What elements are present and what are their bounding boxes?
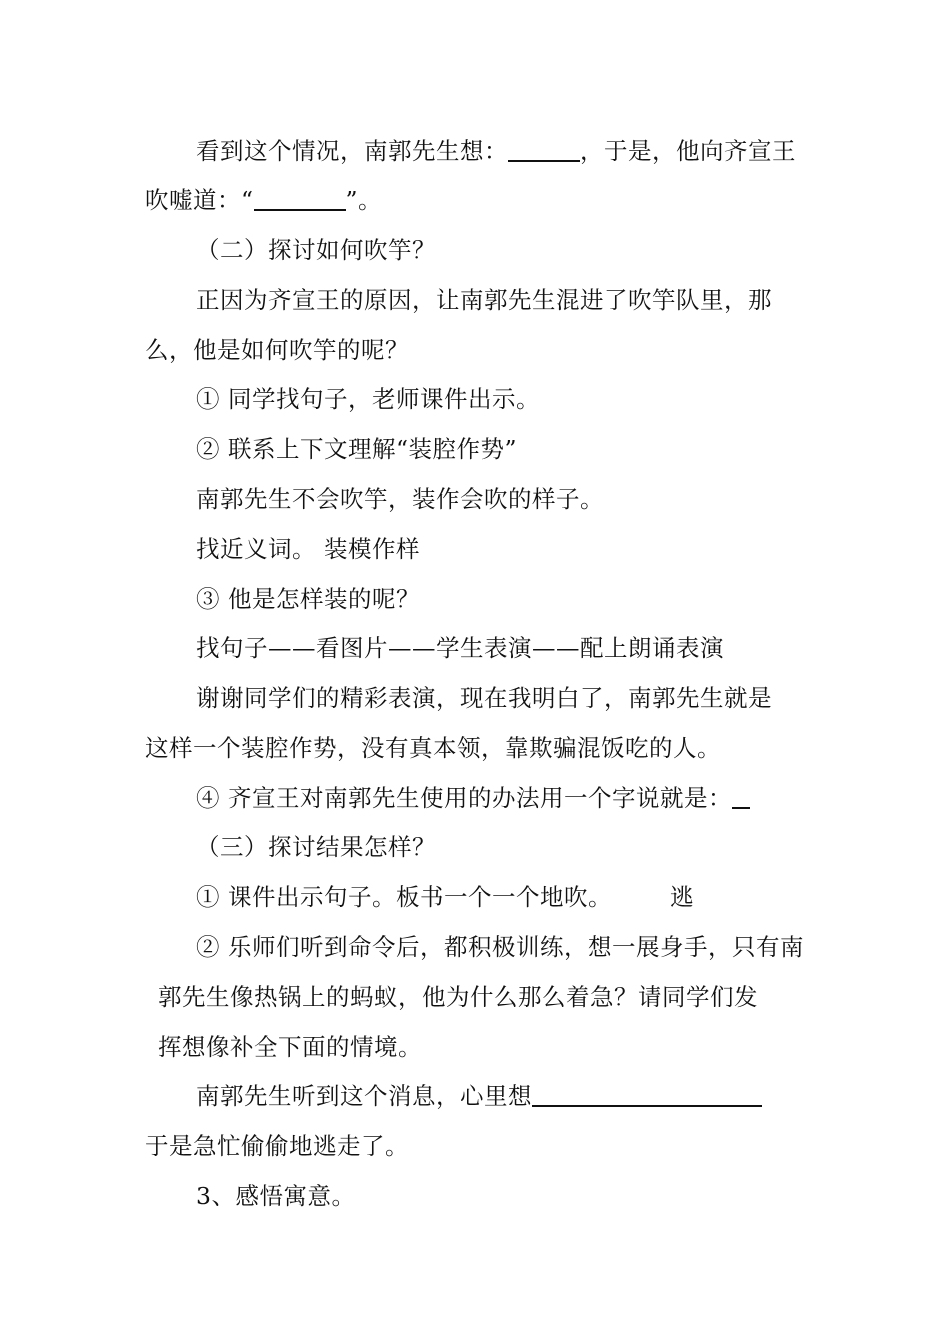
text-line: 南郭先生听到这个消息，心里想 xyxy=(196,1081,762,1111)
fill-blank xyxy=(254,187,346,211)
text-line: 郭先生像热锅上的蚂蚁，他为什么那么着急？请同学们发 xyxy=(158,983,758,1011)
text-line: 找近义词。 装模作样 xyxy=(196,535,420,563)
text-line: ② 乐师们听到命令后，都积极训练，想一展身手，只有南 xyxy=(196,933,804,961)
fill-blank xyxy=(532,1083,762,1107)
fill-blank xyxy=(508,138,580,162)
text-line: 于是急忙偷偷地逃走了。 xyxy=(145,1132,409,1160)
text-line: 这样一个装腔作势，没有真本领，靠欺骗混饭吃的人。 xyxy=(145,734,721,762)
section-heading: （二）探讨如何吹竽？ xyxy=(196,236,436,264)
text-line: 谢谢同学们的精彩表演，现在我明白了，南郭先生就是 xyxy=(196,684,772,712)
section-heading: 3、感悟寓意。 xyxy=(196,1182,356,1210)
text-line: 找句子——看图片——学生表演——配上朗诵表演 xyxy=(196,634,724,662)
text-line: ③ 他是怎样装的呢？ xyxy=(196,585,420,613)
text-line: ② 联系上下文理解“装腔作势” xyxy=(196,435,517,463)
text-line: 挥想像补全下面的情境。 xyxy=(158,1033,422,1061)
text-line: 吹嘘道：“ ”。 xyxy=(145,186,383,214)
text-line: ④ 齐宣王对南郭先生使用的办法用一个字说就是： xyxy=(196,783,750,813)
fill-blank xyxy=(732,785,750,809)
text-line: 看到这个情况，南郭先生想： ，于是，他向齐宣王 xyxy=(196,137,796,165)
section-heading: （三）探讨结果怎样？ xyxy=(196,833,436,861)
text-line: 南郭先生不会吹竽，装作会吹的样子。 xyxy=(196,485,604,513)
text-line: ① 同学找句子，老师课件出示。 xyxy=(196,385,540,413)
text-line: 么，他是如何吹竽的呢？ xyxy=(145,336,409,364)
text-line: 正因为齐宣王的原因，让南郭先生混进了吹竽队里，那 xyxy=(196,286,772,314)
text-line: ① 课件出示句子。板书一个一个地吹。 逃 xyxy=(196,883,694,911)
